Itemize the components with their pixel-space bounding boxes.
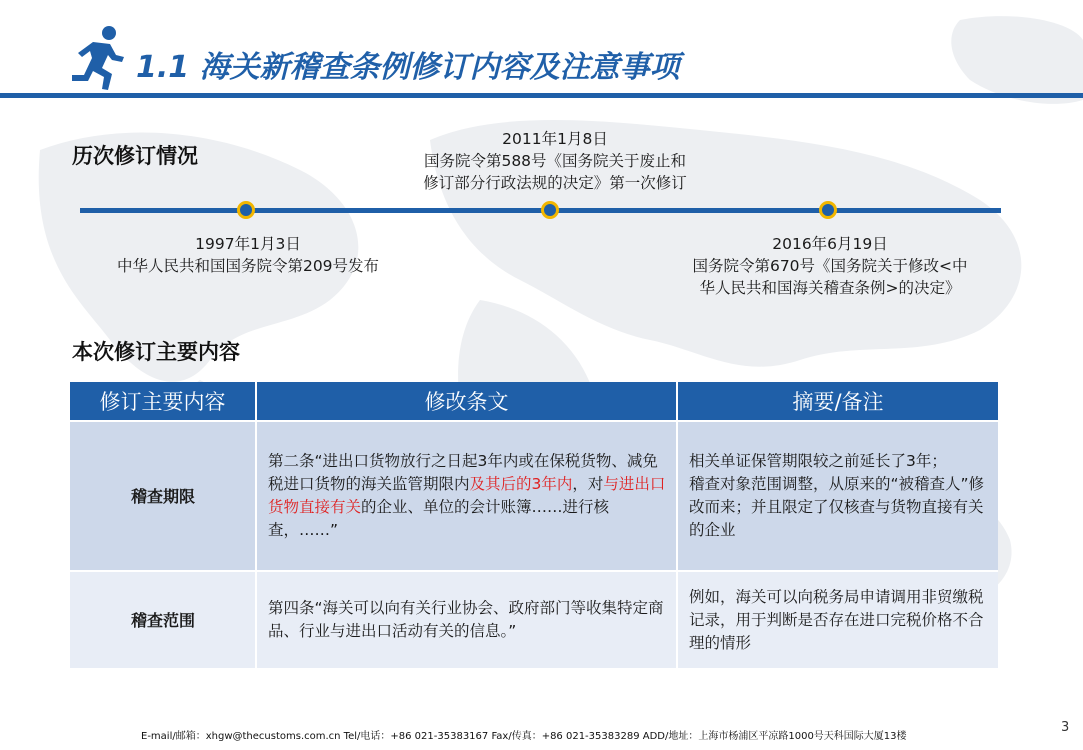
note-line: 稽查对象范围调整，从原来的“被稽查人”修改而来；并且限定了仅核查与货物直接有关的企业 — [689, 475, 985, 539]
timeline-dot-2016 — [819, 201, 837, 219]
table-row — [70, 421, 998, 571]
table-row — [70, 571, 998, 668]
note-line: 例如，海关可以向税务局申请调用非贸缴税记录，用于判断是否存在进口完税价格不合理的情形 — [689, 587, 984, 652]
main-heading: 本次修订主要内容 — [72, 340, 240, 364]
footer-contact: E-mail/邮箱：xhgw@thecustoms.com.cn Tel/电话：+86 021-35383167 Fax/传真：+86 021-35383289 ADD/地址：上海市杨浦区平凉路1000号天科国际大厦13楼 — [141, 731, 907, 742]
event-desc-line: 修订部分行政法规的决定》第一次修订 — [423, 174, 687, 192]
running-man-icon — [66, 24, 126, 92]
event-desc-line: 国务院令第588号《国务院关于废止和 — [423, 152, 687, 170]
column-header: 修订主要内容 — [70, 382, 256, 421]
article-cell — [256, 421, 677, 571]
event-desc-line: 中华人民共和国国务院令第209号发布 — [116, 257, 380, 275]
article-text: 的企业、单位的会计账簿……进行核查，……” — [268, 498, 610, 539]
note-line: 相关单证保管期限较之前延长了3年； — [689, 452, 947, 470]
note-cell — [677, 421, 998, 571]
timeline-event-2016 — [652, 233, 1008, 299]
article-highlight: 与进出口货物直接有关 — [268, 475, 666, 516]
timeline-dot-1997 — [237, 201, 255, 219]
row-label: 稽查期限 — [70, 421, 256, 571]
table-header-row — [70, 382, 998, 421]
article-cell — [256, 571, 677, 668]
event-date: 1997年1月3日 — [195, 235, 301, 253]
page-number: 3 — [1061, 720, 1070, 735]
column-header: 摘要/备注 — [677, 382, 998, 421]
article-text: 第二条“进出口货物放行之日起3年内或在保税货物、减免税进口货物的海关监管期限内 — [268, 452, 658, 493]
page-title: 1.1 海关新稽查条例修订内容及注意事项 — [136, 50, 680, 85]
timeline-event-2011 — [380, 128, 730, 194]
column-header: 修改条文 — [256, 382, 677, 421]
article-text: 第四条“海关可以向有关行业协会、政府部门等收集特定商品、行业与进出口活动有关的信息。” — [268, 599, 664, 640]
history-heading: 历次修订情况 — [72, 144, 198, 168]
revision-table — [70, 382, 998, 668]
note-cell — [677, 571, 998, 668]
event-date: 2011年1月8日 — [502, 130, 608, 148]
timeline-dot-2011 — [541, 201, 559, 219]
article-text: ，对 — [572, 475, 604, 493]
event-desc-line: 国务院令第670号《国务院关于修改<中 — [692, 257, 968, 275]
timeline-event-1997 — [78, 233, 418, 277]
event-desc-line: 华人民共和国海关稽查条例>的决定》 — [699, 279, 961, 297]
title-divider — [0, 93, 1083, 98]
row-label: 稽查范围 — [70, 571, 256, 668]
event-date: 2016年6月19日 — [772, 235, 888, 253]
article-highlight: 及其后的3年内 — [469, 475, 573, 493]
